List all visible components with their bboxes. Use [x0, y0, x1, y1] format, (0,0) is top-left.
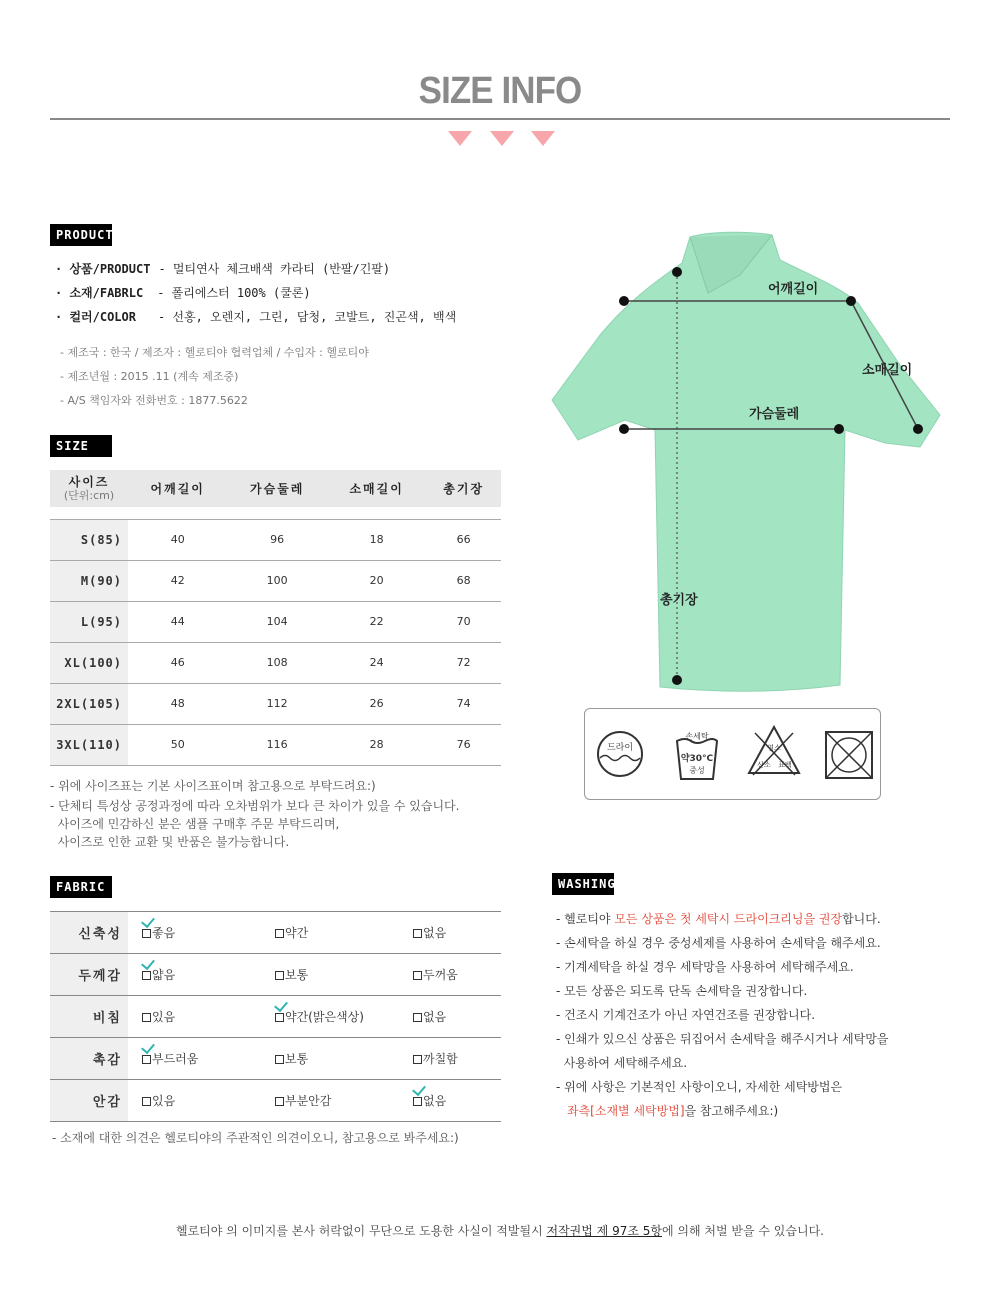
length-column-header: 총기장: [426, 470, 501, 507]
title-divider: [50, 118, 950, 120]
fabric-option-cell: [263, 996, 393, 1038]
fabric-option-cell: [263, 912, 393, 954]
size-note: 사이즈로 인한 교환 및 반품은 불가능합니다.: [50, 835, 290, 849]
value-cell: 70: [426, 601, 501, 642]
fabric-option-label: 좋음: [152, 926, 176, 940]
fabric-option-label: 얇음: [152, 968, 176, 982]
fabric-option[interactable]: [413, 966, 458, 983]
washing-line: - 건조시 기계건조가 아닌 자연건조를 권장합니다.: [556, 1008, 816, 1022]
product-name-line: [55, 260, 390, 277]
fabric-option-cell: [393, 996, 501, 1038]
washing-line1-highlight: 모든 상품은 첫 세탁시 드라이크리닝을 권장: [614, 912, 843, 926]
product-fabric-value: - 폴리에스터 100% (쿨론): [157, 286, 311, 300]
value-cell: 50: [128, 724, 227, 765]
checkbox[interactable]: [413, 1055, 422, 1064]
value-cell: 26: [327, 683, 426, 724]
fabric-option[interactable]: [275, 966, 308, 983]
copyright-law-reference: 저작권법 제 97조 5항: [546, 1224, 662, 1238]
measure-point: [619, 424, 629, 434]
value-cell: 74: [426, 683, 501, 724]
product-fabric-key: · 소재/FABRLC: [55, 286, 144, 300]
fabric-option-cell: [263, 1080, 393, 1122]
dry-clean-text: 드라이: [606, 743, 634, 753]
measure-point: [672, 675, 682, 685]
page-title: SIZE INFO: [418, 70, 582, 112]
shirt-measurement-diagram: [540, 225, 960, 695]
table-spacer: [50, 507, 501, 519]
fabric-option[interactable]: [413, 1008, 446, 1025]
value-cell: 42: [128, 560, 227, 601]
down-triangle-icon: [531, 131, 555, 146]
value-cell: 44: [128, 601, 227, 642]
fabric-option-cell: [128, 954, 263, 996]
fabric-option-cell: [263, 1038, 393, 1080]
checkbox[interactable]: [275, 929, 284, 938]
fabric-attribute-label: 촉감: [50, 1038, 128, 1080]
bleach-text-left: 산소: [757, 761, 771, 769]
fabric-option-label: 부분안감: [285, 1094, 332, 1108]
size-section-label: SIZE: [50, 435, 112, 457]
checkbox[interactable]: [413, 971, 422, 980]
product-name-key: · 상품/PRODUCT: [55, 262, 151, 276]
checkbox[interactable]: [142, 1055, 151, 1064]
washing-line: - 모든 상품은 되도록 단독 손세탁을 권장합니다.: [556, 984, 808, 998]
fabric-table: [50, 911, 501, 1122]
washing-line: [556, 907, 881, 931]
checkbox[interactable]: [275, 971, 284, 980]
fabric-option-cell: [393, 954, 501, 996]
hand-wash-title: 손세탁: [685, 732, 709, 741]
size-cell: 3XL(110): [50, 724, 128, 765]
fabric-option-cell: [128, 1038, 263, 1080]
value-cell: 76: [426, 724, 501, 765]
product-fabric-line: [55, 284, 311, 301]
checkbox[interactable]: [275, 1097, 284, 1106]
fabric-option[interactable]: [142, 1008, 175, 1025]
table-row: [50, 724, 501, 765]
value-cell: 116: [227, 724, 326, 765]
size-cell: M(90): [50, 560, 128, 601]
chest-column-header: 가슴둘레: [227, 470, 326, 507]
fabric-option[interactable]: [275, 1050, 308, 1067]
washing-line1-post: 합니다.: [842, 912, 881, 926]
checkbox[interactable]: [142, 1097, 151, 1106]
fabric-option-label: 없음: [423, 926, 447, 940]
washing-line: - 위에 사항은 기본적인 사항이오니, 자세한 세탁방법은: [556, 1080, 843, 1094]
length-label: 총기장: [660, 593, 698, 608]
size-note: - 단체티 특성상 공정과정에 따라 오차범위가 보다 큰 차이가 있을 수 있습니다.: [50, 799, 460, 813]
measure-point: [619, 296, 629, 306]
fabric-row: [50, 954, 501, 996]
fabric-option-label: 두꺼움: [423, 968, 458, 982]
size-header-unit: (단위:cm): [63, 488, 115, 502]
fabric-option-label: 보통: [285, 968, 309, 982]
footer-text: 헬로티야 의 이미지를 본사 허락없이 무단으로 도용한 사실이 적발될시: [175, 1224, 547, 1238]
value-cell: 46: [128, 642, 227, 683]
as-contact-info: - A/S 책임자와 전화번호 : 1877.5622: [60, 394, 248, 407]
size-column-header: [50, 470, 128, 507]
value-cell: 100: [227, 560, 326, 601]
fabric-option-label: 까칠함: [423, 1052, 458, 1066]
checkbox[interactable]: [275, 1013, 284, 1022]
product-color-key: · 컬러/COLOR: [55, 310, 136, 324]
fabric-row: [50, 1038, 501, 1080]
size-note: - 위에 사이즈표는 기본 사이즈표이며 참고용으로 부탁드려요:): [50, 779, 376, 793]
fabric-option[interactable]: [413, 924, 446, 941]
fabric-attribute-label: 신축성: [50, 912, 128, 954]
measure-point: [672, 267, 682, 277]
table-row: [50, 519, 501, 560]
fabric-row: [50, 1080, 501, 1122]
hand-wash-temp: 약30°C: [680, 754, 714, 764]
measure-point: [913, 424, 923, 434]
dry-clean-icon: [595, 729, 645, 779]
hand-wash-detergent: 중성: [689, 766, 705, 775]
fabric-option-cell: [263, 954, 393, 996]
washing-line: - 인쇄가 있으신 상품은 뒤집어서 손세탁을 해주시거나 세탁망을: [556, 1032, 889, 1046]
fabric-attribute-label: 안감: [50, 1080, 128, 1122]
fabric-option-label: 약간: [285, 926, 309, 940]
size-table-header: [50, 470, 501, 507]
fabric-option-label: 부드러움: [152, 1052, 199, 1066]
table-row: [50, 601, 501, 642]
fabric-option-cell: [393, 1038, 501, 1080]
washing-last-post: 을 참고해주세요:): [684, 1104, 779, 1118]
fabric-option-cell: [393, 912, 501, 954]
size-header-label: 사이즈: [68, 474, 110, 489]
fabric-option[interactable]: [142, 1050, 198, 1067]
value-cell: 40: [128, 519, 227, 560]
sleeve-label: 소매길이: [862, 363, 913, 378]
fabric-option-label: 없음: [423, 1094, 447, 1108]
checkbox[interactable]: [142, 929, 151, 938]
fabric-option[interactable]: [275, 1008, 364, 1025]
fabric-option-label: 있음: [152, 1094, 176, 1108]
value-cell: 24: [327, 642, 426, 683]
down-triangle-icon: [448, 131, 472, 146]
hand-wash-icon: [673, 727, 721, 785]
measure-point: [834, 424, 844, 434]
washing-line: - 손세탁을 하실 경우 중성세제를 사용하여 손세탁을 해주세요.: [556, 936, 881, 950]
product-name-value: - 멀티연사 체크배색 카라티 (반팔/긴팔): [158, 262, 391, 276]
fabric-option[interactable]: [275, 1092, 331, 1109]
fabric-option-cell: [128, 1080, 263, 1122]
value-cell: 48: [128, 683, 227, 724]
fabric-note: - 소재에 대한 의견은 헬로티야의 주관적인 의견이오니, 참고용으로 봐주세요:): [52, 1131, 459, 1145]
manufacturer-info: - 제조국 : 한국 / 제조자 : 헬로티야 협력업체 / 수입자 : 헬로티야: [60, 346, 369, 359]
size-table: [50, 470, 501, 766]
down-triangle-icon: [490, 131, 514, 146]
washing-line: - 기계세탁을 하실 경우 세탁망을 사용하여 세탁해주세요.: [556, 960, 854, 974]
care-symbols-box: [584, 708, 881, 800]
fabric-option[interactable]: [413, 1050, 458, 1067]
fabric-option-label: 있음: [152, 1010, 176, 1024]
washing-line: 사용하여 세탁해주세요.: [556, 1056, 688, 1070]
checkbox[interactable]: [142, 971, 151, 980]
fabric-option-label: 없음: [423, 1010, 447, 1024]
fabric-row: [50, 996, 501, 1038]
washing-section-label: WASHING: [552, 873, 614, 895]
fabric-attribute-label: 비침: [50, 996, 128, 1038]
value-cell: 22: [327, 601, 426, 642]
checkbox[interactable]: [142, 1013, 151, 1022]
washing-line: [567, 1099, 778, 1123]
shoulder-column-header: 어깨길이: [128, 470, 227, 507]
value-cell: 112: [227, 683, 326, 724]
product-color-value: - 선홍, 오렌지, 그린, 담청, 코발트, 진곤색, 백색: [157, 310, 457, 324]
value-cell: 108: [227, 642, 326, 683]
fabric-option[interactable]: [275, 924, 308, 941]
fabric-option-cell: [393, 1080, 501, 1122]
checkbox[interactable]: [413, 1097, 422, 1106]
value-cell: 66: [426, 519, 501, 560]
size-cell: L(95): [50, 601, 128, 642]
sleeve-column-header: 소매길이: [327, 470, 426, 507]
copyright-footer: [0, 1222, 1000, 1239]
fabric-attribute-label: 두께감: [50, 954, 128, 996]
size-cell: 2XL(105): [50, 683, 128, 724]
value-cell: 20: [327, 560, 426, 601]
fabric-option-label: 약간(밝은색상): [285, 1010, 364, 1024]
no-bleach-icon: [745, 723, 803, 779]
value-cell: 96: [227, 519, 326, 560]
fabric-option[interactable]: [142, 966, 175, 983]
checkbox[interactable]: [413, 1013, 422, 1022]
checkbox[interactable]: [275, 1055, 284, 1064]
value-cell: 18: [327, 519, 426, 560]
fabric-option-label: 보통: [285, 1052, 309, 1066]
checkbox[interactable]: [413, 929, 422, 938]
fabric-row: [50, 912, 501, 954]
measure-point: [846, 296, 856, 306]
size-note: 사이즈에 민감하신 분은 샘플 구매후 주문 부탁드리며,: [50, 817, 340, 831]
size-cell: S(85): [50, 519, 128, 560]
washing-method-link: 좌측[소재별 세탁방법]: [567, 1104, 685, 1118]
product-section-label: PRODUCT: [50, 224, 112, 246]
table-row: [50, 560, 501, 601]
bleach-text-top: 염소: [767, 744, 781, 752]
fabric-option[interactable]: [142, 1092, 175, 1109]
fabric-option-cell: [128, 912, 263, 954]
fabric-option[interactable]: [413, 1092, 446, 1109]
chest-label: 가슴둘레: [749, 407, 800, 422]
fabric-option[interactable]: [142, 924, 175, 941]
footer-text-end: 에 의해 처벌 받을 수 있습니다.: [662, 1224, 824, 1238]
value-cell: 72: [426, 642, 501, 683]
table-row: [50, 642, 501, 683]
manufacture-date-info: - 제조년월 : 2015 .11 (계속 제조중): [60, 370, 239, 383]
washing-line1-pre: - 헬로티야: [556, 912, 615, 926]
bleach-text-right: 표백: [778, 761, 792, 769]
product-color-line: [55, 308, 456, 325]
no-tumble-dry-icon: [823, 729, 875, 781]
shoulder-label: 어깨길이: [768, 282, 819, 297]
value-cell: 68: [426, 560, 501, 601]
fabric-option-cell: [128, 996, 263, 1038]
table-row: [50, 683, 501, 724]
fabric-section-label: FABRIC: [50, 876, 112, 898]
value-cell: 104: [227, 601, 326, 642]
size-cell: XL(100): [50, 642, 128, 683]
value-cell: 28: [327, 724, 426, 765]
